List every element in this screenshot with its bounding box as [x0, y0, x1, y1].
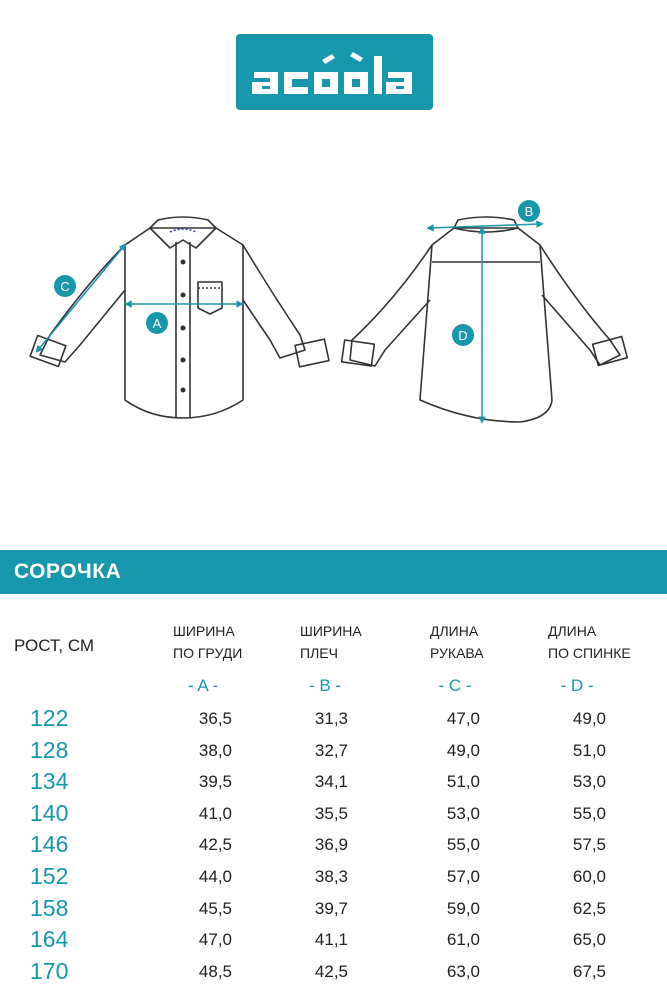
shirt-back	[342, 217, 628, 422]
measurement-value: 39,5	[198, 772, 232, 792]
table-row	[0, 895, 667, 927]
measurement-value: 61,0	[446, 930, 480, 950]
measurement-value: 53,0	[446, 803, 480, 823]
column-header-a	[173, 620, 242, 664]
column-letter-b: - B -	[308, 676, 342, 695]
measurement-value: 36,9	[314, 835, 348, 855]
product-title: СОРОЧКА	[14, 560, 122, 583]
measurement-value: 39,7	[314, 898, 348, 918]
measurement-value: 48,5	[198, 961, 232, 981]
table-row	[0, 831, 667, 863]
height-header: РОСТ, СМ	[14, 636, 95, 655]
measure-line-c	[38, 246, 124, 350]
measurement-value: 55,0	[572, 803, 606, 823]
measurement-value: 49,0	[572, 709, 606, 728]
size-value: 164	[30, 926, 69, 953]
measurement-value: 41,0	[198, 803, 232, 823]
measurement-value: 44,0	[198, 867, 232, 886]
marker-c-label: C	[60, 279, 70, 294]
size-value: 158	[30, 894, 69, 921]
logo-wordmark	[236, 34, 433, 110]
shirt-front	[30, 217, 329, 418]
measurement-value: 57,0	[446, 867, 480, 886]
measurement-value: 41,1	[314, 930, 348, 950]
table-row	[0, 737, 667, 769]
measurement-value: 31,3	[314, 709, 348, 728]
table-row	[0, 705, 667, 737]
column-header-b-line1: ШИРИНА	[300, 623, 362, 639]
brand-logo	[236, 34, 433, 110]
measurement-value: 32,7	[314, 740, 348, 760]
measurement-value: 63,0	[446, 961, 480, 981]
marker-b-label: B	[524, 204, 534, 219]
measurement-value: 35,5	[314, 803, 348, 823]
measurement-value: 67,5	[572, 961, 606, 981]
measurement-value: 51,0	[446, 772, 480, 792]
size-value: 140	[30, 799, 69, 826]
measurement-value: 38,3	[314, 867, 348, 886]
measurement-value: 36,5	[198, 709, 232, 728]
measurement-value: 60,0	[572, 867, 606, 886]
column-header-d-line1: ДЛИНА	[548, 623, 597, 639]
title-bar	[0, 550, 667, 594]
measurement-value: 57,5	[572, 835, 606, 855]
size-value: 122	[30, 705, 69, 731]
measurement-value: 53,0	[572, 772, 606, 792]
column-header-a-line1: ШИРИНА	[173, 623, 235, 639]
measurement-value: 49,0	[446, 740, 480, 760]
measurement-value: 59,0	[446, 898, 480, 918]
table-row	[0, 800, 667, 832]
size-value: 128	[30, 736, 69, 763]
column-letter-c: - C -	[438, 676, 472, 695]
column-letter-d: - D -	[560, 676, 594, 695]
table-row	[0, 768, 667, 800]
size-value: 134	[30, 768, 69, 795]
measurement-value: 65,0	[572, 930, 606, 950]
size-value: 170	[30, 957, 69, 984]
column-header-a-line2: ПО ГРУДИ	[173, 645, 243, 661]
measurement-value: 62,5	[572, 898, 606, 918]
measurement-value: 51,0	[572, 740, 606, 760]
table-row	[0, 926, 667, 958]
column-header-c	[430, 620, 484, 664]
size-value: 146	[30, 831, 69, 858]
table-row	[0, 958, 667, 990]
size-value: 152	[30, 863, 69, 889]
column-header-d-line2: ПО СПИНКЕ	[548, 645, 631, 661]
measurement-value: 34,1	[314, 772, 348, 792]
column-letter-a: - A -	[187, 676, 219, 695]
column-header-c-line2: РУКАВА	[430, 645, 484, 661]
measurement-value: 45,5	[198, 898, 232, 918]
measurement-value: 55,0	[446, 835, 480, 855]
measurement-value: 42,5	[314, 961, 348, 981]
column-header-b	[300, 620, 362, 664]
measurement-value: 38,0	[198, 740, 232, 760]
table-row	[0, 863, 667, 895]
marker-a-label: A	[152, 316, 162, 331]
marker-d-label: D	[458, 328, 468, 343]
measurement-value: 47,0	[198, 930, 232, 950]
measurement-value: 42,5	[198, 835, 232, 855]
column-header-c-line1: ДЛИНА	[430, 623, 479, 639]
shirt-diagram	[0, 190, 667, 440]
front-buttons	[181, 260, 186, 393]
column-header-b-line2: ПЛЕЧ	[300, 645, 338, 661]
column-header-d	[548, 620, 631, 664]
measurement-value: 47,0	[446, 709, 480, 728]
